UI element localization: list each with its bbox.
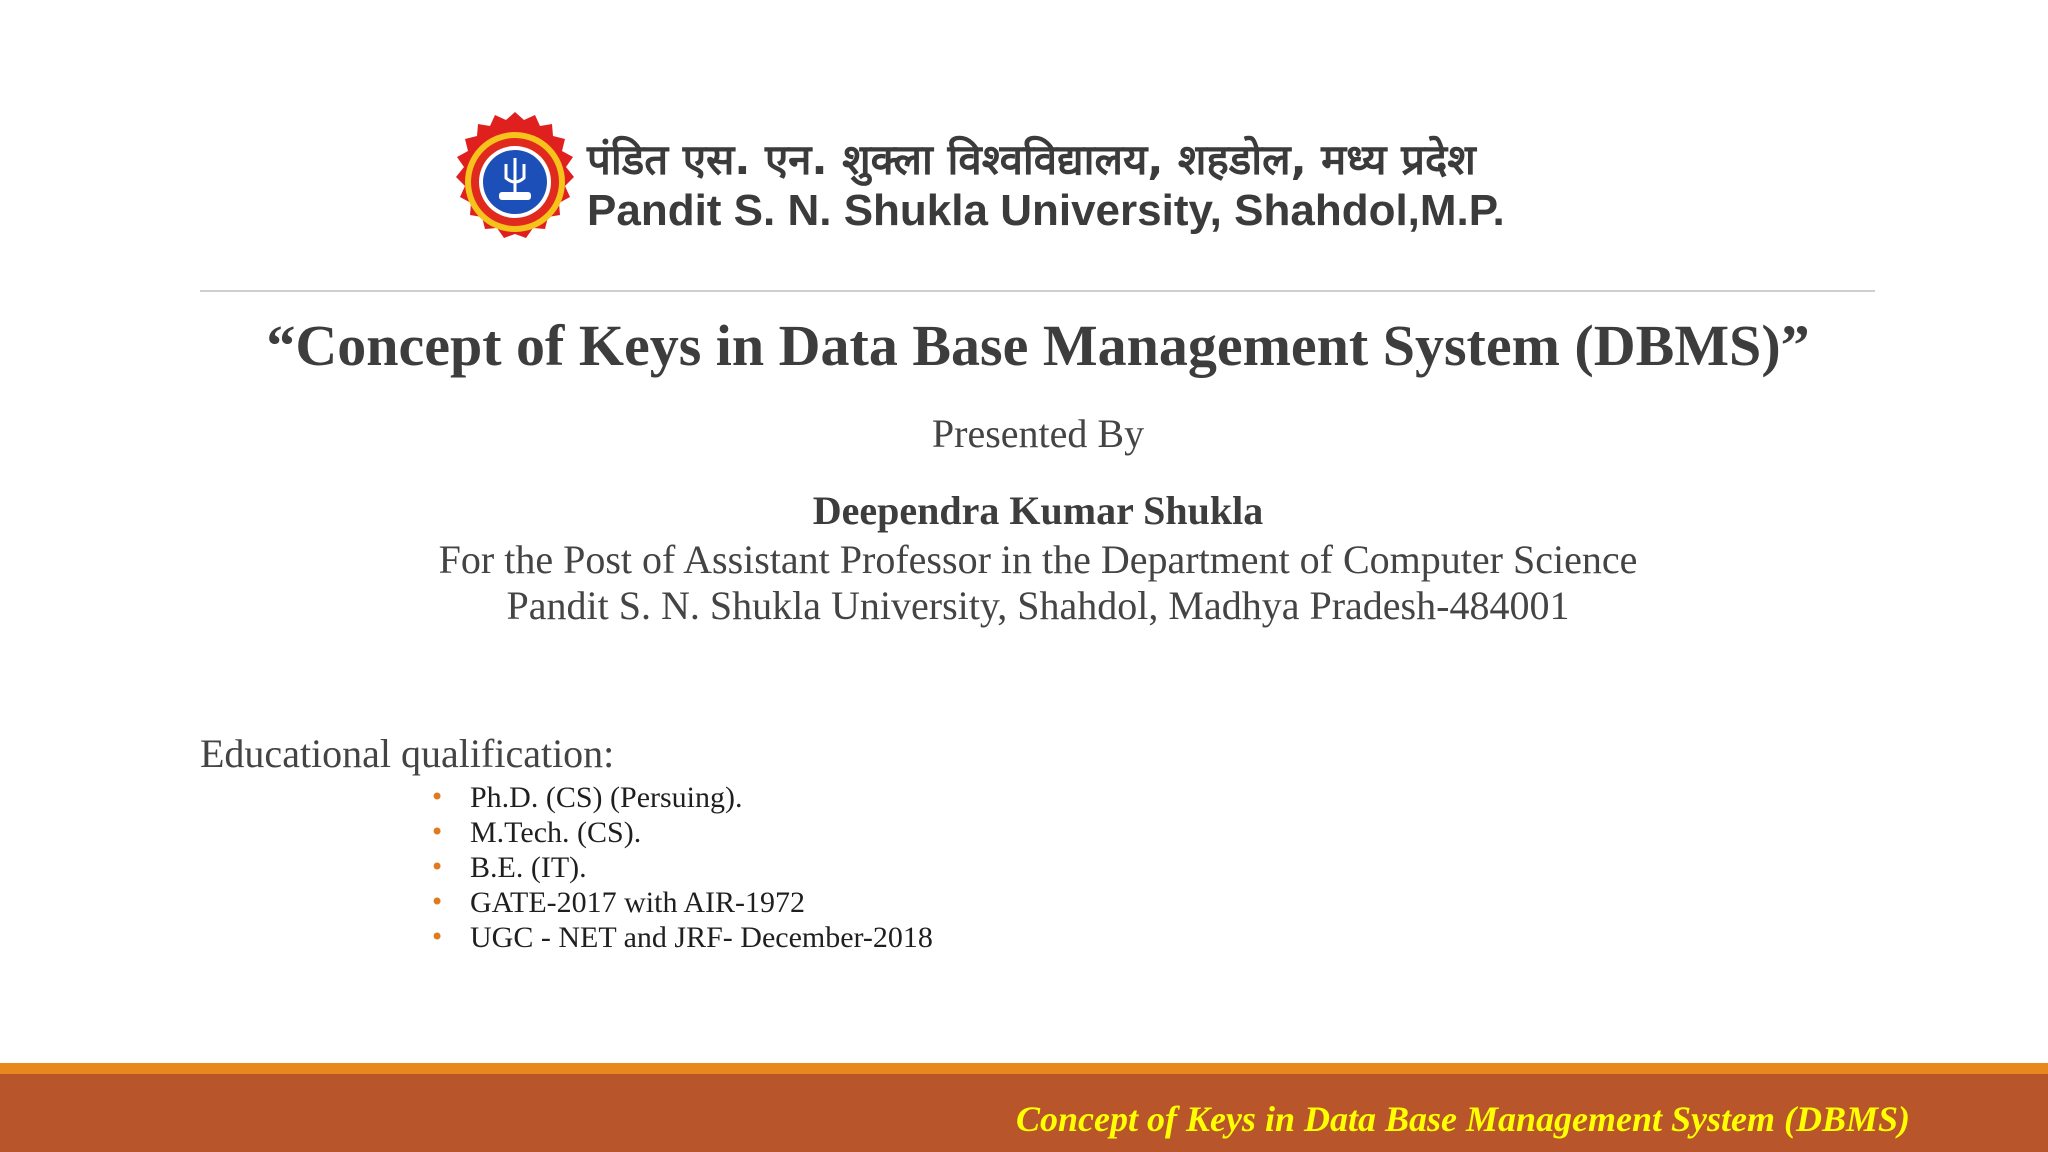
education-list [430,780,933,955]
list-item [430,920,933,955]
slide-title: “Concept of Keys in Data Base Management System (DBMS)” [266,313,1810,378]
university-logo-block [445,108,1505,258]
list-item [430,815,933,850]
education-item-text: M.Tech. (CS). [470,816,642,849]
bullet-icon: • [430,923,445,951]
bullet-icon: • [430,888,445,916]
education-item-text: GATE-2017 with AIR-1972 [470,886,805,919]
list-item [430,780,933,815]
presenter-post: For the Post of Assistant Professor in the Department of Computer Science [438,537,1638,582]
bullet-icon: • [430,853,445,881]
footer-accent-stripe [0,1063,2048,1074]
footer-title: Concept of Keys in Data Base Management System (DBMS) [1015,1099,1910,1139]
presenter-name: Deependra Kumar Shukla [812,488,1264,533]
education-item-text: B.E. (IT). [470,851,587,884]
presenter-address: Pandit S. N. Shukla University, Shahdol, Madhya Pradesh-484001 [506,583,1570,628]
education-item-text: UGC - NET and JRF- December-2018 [470,921,933,954]
presented-by-label: Presented By [931,411,1145,456]
education-item-text: Ph.D. (CS) (Persuing). [470,781,743,814]
bullet-icon: • [430,783,445,811]
university-name-english: Pandit S. N. Shukla University, Shahdol,M.P. [587,186,1505,235]
header-divider [200,290,1875,292]
bullet-icon: • [430,818,445,846]
university-name-hindi: पंडित एस. एन. शुक्ला विश्वविद्यालय, शहडोल, मध्य प्रदेश [587,135,1476,184]
list-item [430,885,933,920]
education-heading: Educational qualification: [200,731,615,776]
university-seal-icon [445,108,585,256]
list-item [430,850,933,885]
